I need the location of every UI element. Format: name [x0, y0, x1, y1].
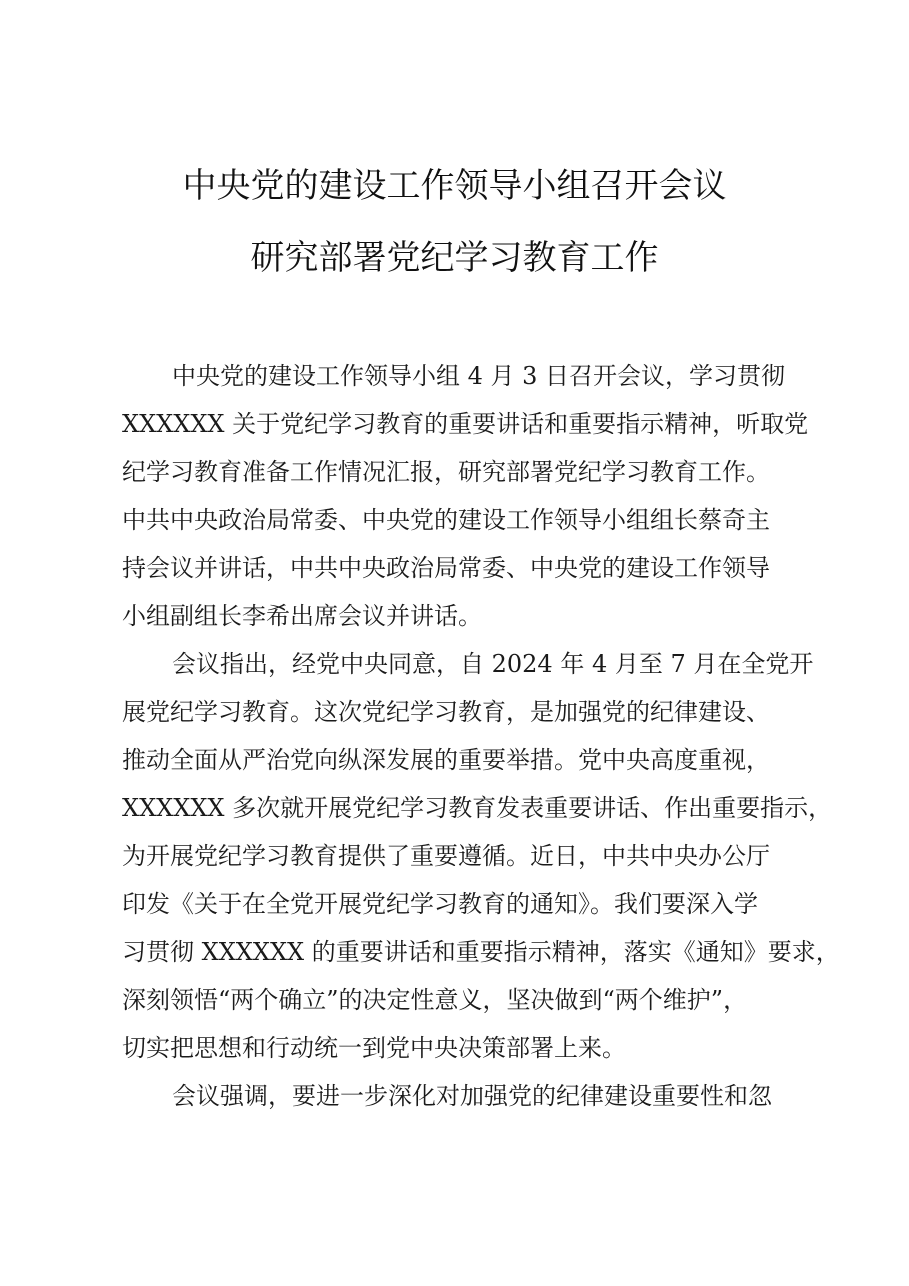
paragraph-1-line-1: 中央党的建设工作领导小组 4 月 3 日召开会议，学习贯彻 — [172, 362, 786, 390]
paragraph-2-line-7: 习贯彻 XXXXXX 的重要讲话和重要指示精神，落实《通知》要求， — [122, 938, 840, 966]
paragraph-2-line-1: 会议指出，经党中央同意，自 2024 年 4 月至 7 月在全党开 — [172, 650, 814, 678]
paragraph-3-line-1: 会议强调，要进一步深化对加强党的纪律建设重要性和忽 — [172, 1082, 772, 1110]
paragraph-2-line-9: 切实把思想和行动统一到党中央决策部署上来。 — [122, 1034, 626, 1062]
paragraph-2-line-6: 印发《关于在全党开展党纪学习教育的通知》。我们要深入学 — [122, 890, 758, 918]
paragraph-2-line-8: 深刻领悟“两个确立”的决定性意义，坚决做到“两个维护”， — [122, 986, 748, 1014]
document-title-line-1: 中央党的建设工作领导小组召开会议 — [182, 166, 727, 206]
document-title-line-2: 研究部署党纪学习教育工作 — [250, 238, 659, 278]
paragraph-1-line-2: XXXXXX 关于党纪学习教育的重要讲话和重要指示精神，听取党 — [122, 410, 809, 438]
paragraph-2-line-2: 展党纪学习教育。这次党纪学习教育，是加强党的纪律建设、 — [122, 698, 770, 726]
paragraph-2-line-4: XXXXXX 多次就开展党纪学习教育发表重要讲话、作出重要指示， — [122, 794, 833, 822]
paragraph-1-line-4: 中共中央政治局常委、中央党的建设工作领导小组组长蔡奇主 — [122, 506, 770, 534]
paragraph-1-line-3: 纪学习教育准备工作情况汇报，研究部署党纪学习教育工作。 — [122, 458, 770, 486]
paragraph-2-line-5: 为开展党纪学习教育提供了重要遵循。近日，中共中央办公厅 — [122, 842, 770, 870]
paragraph-1-line-6: 小组副组长李希出席会议并讲话。 — [122, 602, 482, 630]
paragraph-2-line-3: 推动全面从严治党向纵深发展的重要举措。党中央高度重视， — [122, 746, 770, 774]
paragraph-1-line-5: 持会议并讲话，中共中央政治局常委、中央党的建设工作领导 — [122, 554, 770, 582]
